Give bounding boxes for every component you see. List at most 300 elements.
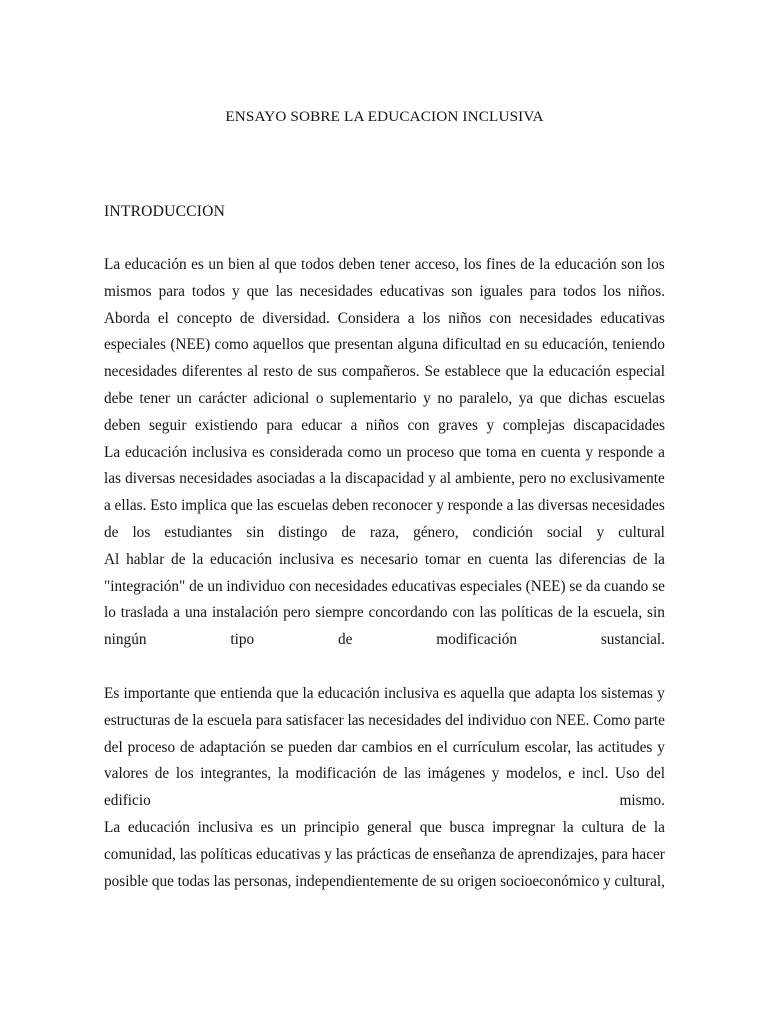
text-line <box>104 627 665 654</box>
word: necesidades <box>519 309 593 327</box>
word: al <box>258 256 270 273</box>
word: a <box>319 470 326 488</box>
word: los <box>603 282 622 300</box>
word: tener <box>139 389 170 407</box>
word: la <box>192 550 204 568</box>
word: socioeconómico <box>500 872 600 890</box>
word: del <box>104 738 123 756</box>
word: raza, <box>369 523 400 541</box>
word: Como <box>593 711 631 729</box>
word: las <box>535 550 553 568</box>
word: en <box>521 443 536 461</box>
word: de <box>558 604 573 622</box>
word: del <box>646 765 665 783</box>
word: niños. <box>628 282 665 300</box>
word: currículum <box>452 738 520 756</box>
word: y <box>585 443 594 461</box>
word: La <box>104 256 121 273</box>
word: social <box>546 523 583 541</box>
word: escuelas <box>613 389 665 407</box>
word: niños <box>365 416 399 434</box>
word: para <box>266 416 293 434</box>
word: cuenta <box>488 550 529 568</box>
word: e <box>568 765 576 783</box>
word: todos <box>300 256 335 273</box>
word: reconocer <box>372 497 433 515</box>
word: se <box>569 577 583 595</box>
word: un <box>281 818 297 836</box>
word: siempre <box>315 604 364 622</box>
word: de <box>499 845 514 863</box>
word: educativas <box>391 577 457 595</box>
word: teniendo <box>612 336 665 354</box>
word: implica <box>181 497 227 515</box>
word: principio <box>304 818 360 836</box>
word: general <box>366 818 412 836</box>
word: concepto <box>176 309 232 327</box>
word: Esto <box>150 497 178 515</box>
word: la <box>653 550 665 568</box>
word: imágenes <box>427 765 486 783</box>
word: sin <box>647 604 665 622</box>
word: a <box>407 309 415 327</box>
word: modificación <box>295 765 377 783</box>
word: las <box>256 497 274 515</box>
word: las <box>275 282 293 300</box>
word: sus <box>317 363 337 381</box>
word: ellas. <box>114 497 147 515</box>
word: la <box>562 818 574 836</box>
word: la <box>653 818 665 836</box>
word: toma <box>485 443 517 461</box>
word: del <box>445 711 464 729</box>
text-line <box>104 359 665 386</box>
word: es <box>260 818 274 836</box>
word: prácticas <box>356 845 411 863</box>
word: tipo <box>230 631 255 649</box>
word: que <box>539 389 562 407</box>
word: todos <box>563 282 597 300</box>
word: especiales <box>104 336 167 354</box>
word: su <box>524 336 538 354</box>
word: cultural <box>618 523 665 541</box>
word: fines <box>486 256 516 273</box>
word: con <box>529 711 553 729</box>
text-line <box>104 520 665 547</box>
word: y <box>436 497 444 515</box>
word: todos <box>191 282 226 300</box>
word: que <box>151 872 174 890</box>
word: acceso, <box>414 256 460 273</box>
word: los <box>463 256 482 273</box>
word: lo <box>104 604 116 622</box>
word: cuando <box>604 577 649 595</box>
word: y <box>657 685 665 702</box>
word: y <box>491 765 500 783</box>
word: educación <box>124 256 187 273</box>
word: necesidades <box>314 577 388 595</box>
word: presentan <box>334 336 394 354</box>
word: de <box>174 711 189 729</box>
word: de <box>180 738 195 756</box>
word: los <box>579 685 597 702</box>
word: compañeros. <box>341 363 420 381</box>
word: hablar <box>126 550 165 568</box>
word: a <box>173 604 181 622</box>
word: impregnar <box>492 818 555 836</box>
word: la <box>277 765 289 783</box>
word: adaptación <box>199 738 266 756</box>
word: deben <box>331 497 369 515</box>
word: deben <box>338 256 376 273</box>
word: de <box>631 818 647 836</box>
word: alguna <box>397 336 439 354</box>
word: educación <box>548 363 611 381</box>
word: considerada <box>269 443 343 461</box>
word: inclusiva <box>383 685 440 702</box>
word: las <box>479 604 497 622</box>
word: La <box>104 818 121 836</box>
text-line <box>104 332 665 359</box>
word: especial <box>615 363 665 381</box>
word: La <box>104 443 121 461</box>
word: seguir <box>149 416 187 434</box>
word: satisfacer <box>285 711 344 729</box>
word: no <box>437 389 453 407</box>
word: da <box>585 577 601 595</box>
word: inclusiva <box>197 818 253 836</box>
word: concordando <box>368 604 448 622</box>
word: y <box>596 523 605 541</box>
word: y <box>657 738 665 756</box>
text-line <box>104 386 665 413</box>
word: diferencias <box>558 550 626 568</box>
word: de <box>520 256 535 273</box>
word: escolar, <box>524 738 572 756</box>
word: inclusiva <box>278 550 335 568</box>
word: busca <box>449 818 485 836</box>
word: su <box>440 872 454 890</box>
word: sin <box>246 523 265 541</box>
word: tomar <box>424 550 461 568</box>
word: para <box>529 282 557 300</box>
word: necesidades <box>368 711 442 729</box>
word: graves <box>438 416 479 434</box>
word: que <box>419 818 442 836</box>
word: entienda <box>220 685 273 702</box>
word: en <box>417 738 432 756</box>
word: que <box>246 282 269 300</box>
word: que <box>193 685 217 702</box>
word: proceso <box>127 738 176 756</box>
body-paragraph-block-1 <box>104 252 665 654</box>
word: necesidades <box>591 497 665 515</box>
text-line <box>104 574 665 601</box>
word: establece <box>444 363 501 381</box>
word: de <box>154 765 170 783</box>
word: actitudes <box>598 738 653 756</box>
word: discapacidades <box>573 416 665 434</box>
text-line <box>104 306 665 333</box>
word: suplementario <box>329 389 417 407</box>
word: discapacidad <box>345 470 425 488</box>
word: integrantes, <box>200 765 272 783</box>
word: el <box>157 309 169 327</box>
word: necesidades <box>179 470 253 488</box>
text-line <box>104 547 665 574</box>
word: especiales <box>459 577 522 595</box>
word: la <box>192 711 204 729</box>
word: que <box>274 256 297 273</box>
word: educación <box>317 685 380 702</box>
text-line <box>104 440 665 467</box>
word: que <box>505 363 528 381</box>
word: se <box>270 738 284 756</box>
word: educación <box>554 256 617 273</box>
word: exclusivamente <box>569 470 665 488</box>
word: y <box>324 845 332 863</box>
word: en <box>505 336 520 354</box>
word: instalación <box>211 604 279 622</box>
word: a <box>104 497 111 515</box>
word: valores <box>104 765 149 783</box>
word: de <box>414 845 430 863</box>
text-line <box>104 681 665 708</box>
word: deben <box>104 416 141 434</box>
word: aquellos <box>252 336 304 354</box>
word: cuenta <box>540 443 581 461</box>
word: escuela <box>207 711 253 729</box>
word: educativas <box>255 845 321 863</box>
word: y <box>428 470 436 488</box>
word: adapta <box>534 685 575 702</box>
word: Considera <box>337 309 400 327</box>
text-line <box>104 815 665 842</box>
word: resto <box>263 363 293 381</box>
word: complejas <box>502 416 565 434</box>
word: al <box>247 363 259 381</box>
text-line <box>104 252 665 279</box>
word: escuelas <box>277 497 329 515</box>
word: y <box>603 872 611 890</box>
word: dichas <box>568 389 608 407</box>
word: a <box>506 497 514 515</box>
word: políticas <box>200 845 253 863</box>
word: sistemas <box>601 685 653 702</box>
word: diferentes <box>182 363 243 381</box>
word: como <box>347 443 382 461</box>
word: una <box>184 604 208 622</box>
word: Aborda <box>104 309 150 327</box>
body-paragraph-block-2 <box>104 681 665 895</box>
word: necesario <box>360 550 419 568</box>
word: modificación <box>436 631 517 649</box>
word: escuela, <box>593 604 643 622</box>
word: mismo. <box>619 792 665 810</box>
word: es <box>251 443 265 461</box>
word: personas, <box>234 872 292 890</box>
word: es <box>340 550 354 568</box>
word: son <box>451 282 473 300</box>
word: ningún <box>104 631 147 649</box>
word: aprendizajes, <box>517 845 598 863</box>
word: asociadas <box>256 470 316 488</box>
word: un <box>386 443 402 461</box>
word: la <box>330 470 342 488</box>
word: diversas <box>125 470 176 488</box>
word: el <box>436 738 448 756</box>
word: pueden <box>288 738 333 756</box>
word: pero <box>519 470 547 488</box>
word: un <box>176 389 192 407</box>
word: y <box>232 282 240 300</box>
word: de <box>104 523 119 541</box>
word: educación <box>127 818 190 836</box>
word: educación <box>125 443 188 461</box>
word: dar <box>337 738 357 756</box>
word: iguales <box>479 282 523 300</box>
word: educación, <box>542 336 608 354</box>
word: que <box>308 336 331 354</box>
word: las <box>517 497 535 515</box>
word: debe <box>104 389 133 407</box>
text-line <box>104 600 665 627</box>
text-line <box>104 842 665 869</box>
word: o <box>315 389 324 407</box>
word: importante <box>123 685 190 702</box>
word: que <box>230 497 253 515</box>
word: traslada <box>120 604 169 622</box>
word: de <box>421 872 437 890</box>
word: género, <box>413 523 459 541</box>
word: para <box>158 282 185 300</box>
word: se <box>652 577 665 595</box>
word: los <box>175 765 194 783</box>
word: que <box>458 443 482 461</box>
text-line <box>104 788 665 815</box>
word: de <box>632 550 648 568</box>
word: que <box>508 685 531 702</box>
text-line <box>104 735 665 762</box>
word: posible <box>104 872 149 890</box>
word: educación <box>210 550 273 568</box>
text-line <box>104 493 665 520</box>
word: con <box>407 416 430 434</box>
word: todas <box>177 872 210 890</box>
word: de <box>189 577 204 595</box>
word: con <box>452 604 475 622</box>
word: con <box>288 577 311 595</box>
word: como <box>214 336 249 354</box>
word: los <box>132 523 151 541</box>
text-line <box>104 279 665 306</box>
word: "integración" <box>104 577 186 595</box>
word: la <box>539 256 551 273</box>
word: la <box>532 363 544 381</box>
word: responde <box>447 497 503 515</box>
text-line <box>104 466 665 493</box>
word: comunidad, <box>104 845 176 863</box>
word: individuo <box>467 711 527 729</box>
word: incl. <box>581 765 609 783</box>
word: independientemente <box>295 872 419 890</box>
word: de <box>382 765 398 783</box>
word: para <box>255 711 283 729</box>
word: dificultad <box>442 336 502 354</box>
word: sustancial. <box>600 631 665 649</box>
word: es <box>191 256 204 273</box>
word: hacer <box>631 845 665 863</box>
word: un <box>208 256 224 273</box>
word: NEE. <box>555 711 590 729</box>
word: (NEE) <box>170 336 211 354</box>
word: diversidad. <box>262 309 330 327</box>
word: parte <box>634 711 665 729</box>
word: con <box>489 309 512 327</box>
word: cultural, <box>614 872 665 890</box>
text-line <box>104 413 665 440</box>
word: la <box>302 685 314 702</box>
word: la <box>577 604 589 622</box>
document-title: ENSAYO SOBRE LA EDUCACION INCLUSIVA <box>225 108 544 125</box>
word: necesidades <box>104 363 178 381</box>
word: existiendo <box>194 416 258 434</box>
word: los <box>646 256 665 273</box>
word: las <box>335 845 353 863</box>
word: condición <box>472 523 533 541</box>
word: modelos, <box>506 765 562 783</box>
word: distingo <box>278 523 328 541</box>
word: niños <box>448 309 482 327</box>
word: cultura <box>581 818 624 836</box>
word: son <box>621 256 643 273</box>
word: las <box>213 872 231 890</box>
word: responde <box>597 443 654 461</box>
word: enseñanza <box>432 845 496 863</box>
word: para <box>601 845 628 863</box>
word: las <box>403 765 421 783</box>
word: ya <box>518 389 534 407</box>
word: tener <box>379 256 411 273</box>
word: carácter <box>198 389 247 407</box>
word: Es <box>104 685 120 702</box>
word: de <box>239 309 255 327</box>
word: los <box>422 309 441 327</box>
section-heading-introduccion: INTRODUCCION <box>104 203 226 220</box>
word: de <box>171 550 186 568</box>
word: diversas <box>537 497 589 515</box>
word: adicional <box>253 389 310 407</box>
word: un <box>207 577 223 595</box>
word: y <box>486 416 495 434</box>
word: Al <box>104 550 120 568</box>
word: pero <box>283 604 311 622</box>
word: políticas <box>501 604 554 622</box>
word: de <box>341 523 356 541</box>
text-line <box>104 708 665 735</box>
word: cambios <box>361 738 413 756</box>
word: Uso <box>615 765 640 783</box>
word: necesidades <box>299 282 373 300</box>
word: las <box>179 845 197 863</box>
word: Se <box>424 363 440 381</box>
word: no <box>550 470 566 488</box>
word: al <box>439 470 451 488</box>
word: educativas <box>600 309 665 327</box>
word: a <box>658 443 665 461</box>
word: proceso <box>406 443 455 461</box>
word: a <box>350 416 358 434</box>
